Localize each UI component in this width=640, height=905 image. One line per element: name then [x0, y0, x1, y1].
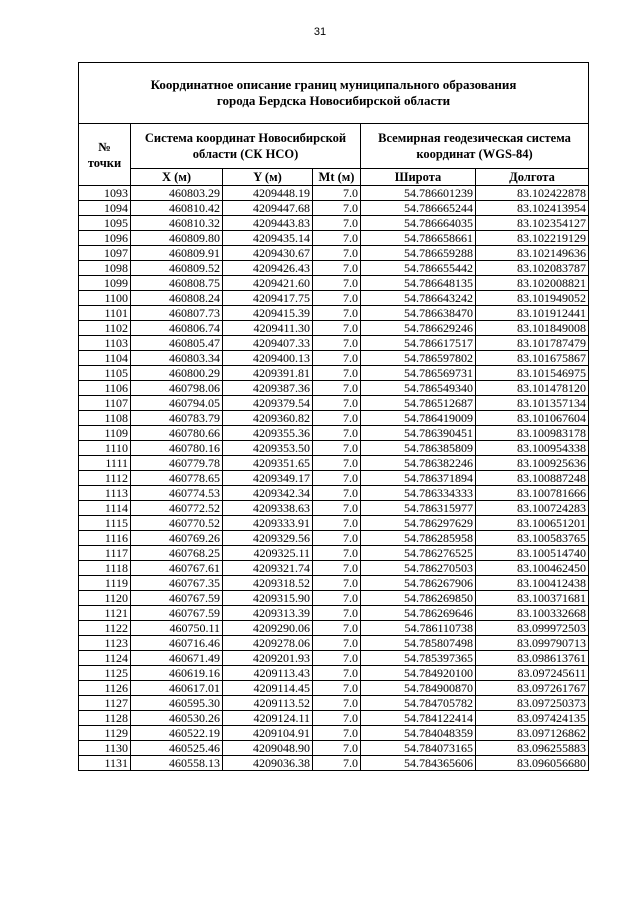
cell-latitude: 54.785807498 — [361, 636, 476, 651]
cell-x: 460803.34 — [131, 351, 223, 366]
cell-y: 4209338.63 — [223, 501, 313, 516]
cell-y: 4209355.36 — [223, 426, 313, 441]
cell-mt: 7.0 — [313, 276, 361, 291]
cell-mt: 7.0 — [313, 291, 361, 306]
column-header-latitude: Широта — [361, 169, 476, 186]
table-row — [79, 351, 589, 366]
cell-point-number: 1111 — [79, 456, 131, 471]
cell-latitude: 54.784122414 — [361, 711, 476, 726]
cell-mt: 7.0 — [313, 666, 361, 681]
cell-longitude: 83.100371681 — [476, 591, 589, 606]
cell-latitude: 54.786601239 — [361, 186, 476, 201]
cell-point-number: 1125 — [79, 666, 131, 681]
cell-point-number: 1110 — [79, 441, 131, 456]
cell-point-number: 1107 — [79, 396, 131, 411]
cell-longitude: 83.102422878 — [476, 186, 589, 201]
cell-latitude: 54.786664035 — [361, 216, 476, 231]
cell-mt: 7.0 — [313, 411, 361, 426]
cell-y: 4209048.90 — [223, 741, 313, 756]
cell-y: 4209315.90 — [223, 591, 313, 606]
cell-y: 4209415.39 — [223, 306, 313, 321]
table-row — [79, 726, 589, 741]
cell-mt: 7.0 — [313, 501, 361, 516]
cell-x: 460809.91 — [131, 246, 223, 261]
table-row — [79, 366, 589, 381]
cell-x: 460770.52 — [131, 516, 223, 531]
cell-y: 4209113.43 — [223, 666, 313, 681]
cell-point-number: 1096 — [79, 231, 131, 246]
cell-y: 4209407.33 — [223, 336, 313, 351]
cell-mt: 7.0 — [313, 606, 361, 621]
cell-longitude: 83.101787479 — [476, 336, 589, 351]
cell-latitude: 54.786549340 — [361, 381, 476, 396]
cell-mt: 7.0 — [313, 561, 361, 576]
cell-point-number: 1131 — [79, 756, 131, 771]
cell-point-number: 1129 — [79, 726, 131, 741]
table-row — [79, 381, 589, 396]
table-row — [79, 426, 589, 441]
cell-longitude: 83.101949052 — [476, 291, 589, 306]
cell-x: 460767.59 — [131, 591, 223, 606]
cell-longitude: 83.096255883 — [476, 741, 589, 756]
cell-point-number: 1118 — [79, 561, 131, 576]
table-row — [79, 321, 589, 336]
cell-longitude: 83.096056680 — [476, 756, 589, 771]
cell-y: 4209435.14 — [223, 231, 313, 246]
cell-point-number: 1130 — [79, 741, 131, 756]
cell-x: 460809.52 — [131, 261, 223, 276]
table-row — [79, 456, 589, 471]
cell-mt: 7.0 — [313, 261, 361, 276]
cell-latitude: 54.784900870 — [361, 681, 476, 696]
cell-longitude: 83.097245611 — [476, 666, 589, 681]
cell-longitude: 83.101478120 — [476, 381, 589, 396]
cell-point-number: 1128 — [79, 711, 131, 726]
cell-point-number: 1112 — [79, 471, 131, 486]
cell-mt: 7.0 — [313, 726, 361, 741]
cell-point-number: 1108 — [79, 411, 131, 426]
cell-point-number: 1105 — [79, 366, 131, 381]
cell-point-number: 1106 — [79, 381, 131, 396]
cell-latitude: 54.784920100 — [361, 666, 476, 681]
cell-point-number: 1120 — [79, 591, 131, 606]
cell-longitude: 83.102083787 — [476, 261, 589, 276]
cell-longitude: 83.102008821 — [476, 276, 589, 291]
cell-mt: 7.0 — [313, 186, 361, 201]
cell-point-number: 1094 — [79, 201, 131, 216]
cell-x: 460805.47 — [131, 336, 223, 351]
cell-point-number: 1104 — [79, 351, 131, 366]
cell-mt: 7.0 — [313, 351, 361, 366]
cell-latitude: 54.786638470 — [361, 306, 476, 321]
cell-point-number: 1095 — [79, 216, 131, 231]
cell-x: 460780.66 — [131, 426, 223, 441]
cell-y: 4209447.68 — [223, 201, 313, 216]
table-row — [79, 396, 589, 411]
table-row — [79, 741, 589, 756]
cell-point-number: 1097 — [79, 246, 131, 261]
table-row — [79, 276, 589, 291]
page-number: 31 — [313, 26, 327, 38]
table-row — [79, 501, 589, 516]
cell-point-number: 1114 — [79, 501, 131, 516]
cell-y: 4209411.30 — [223, 321, 313, 336]
table-row — [79, 306, 589, 321]
cell-y: 4209426.43 — [223, 261, 313, 276]
cell-mt: 7.0 — [313, 546, 361, 561]
cell-longitude: 83.102149636 — [476, 246, 589, 261]
cell-x: 460595.30 — [131, 696, 223, 711]
cell-mt: 7.0 — [313, 366, 361, 381]
cell-mt: 7.0 — [313, 441, 361, 456]
cell-x: 460750.11 — [131, 621, 223, 636]
table-row — [79, 606, 589, 621]
cell-y: 4209443.83 — [223, 216, 313, 231]
cell-latitude: 54.786419009 — [361, 411, 476, 426]
cell-x: 460619.16 — [131, 666, 223, 681]
table-row — [79, 756, 589, 771]
cell-x: 460806.74 — [131, 321, 223, 336]
cell-latitude: 54.784048359 — [361, 726, 476, 741]
cell-latitude: 54.786659288 — [361, 246, 476, 261]
cell-mt: 7.0 — [313, 741, 361, 756]
table-row — [79, 201, 589, 216]
cell-mt: 7.0 — [313, 456, 361, 471]
cell-y: 4209313.39 — [223, 606, 313, 621]
cell-latitude: 54.784705782 — [361, 696, 476, 711]
group-header-wgs: Всемирная геодезическая система координат (WGS-84) — [361, 124, 589, 169]
cell-longitude: 83.101912441 — [476, 306, 589, 321]
cell-latitude: 54.786285958 — [361, 531, 476, 546]
cell-mt: 7.0 — [313, 651, 361, 666]
cell-longitude: 83.099790713 — [476, 636, 589, 651]
cell-longitude: 83.102219129 — [476, 231, 589, 246]
cell-x: 460716.46 — [131, 636, 223, 651]
cell-y: 4209333.91 — [223, 516, 313, 531]
cell-longitude: 83.097250373 — [476, 696, 589, 711]
column-header-longitude: Долгота — [476, 169, 589, 186]
cell-latitude: 54.786297629 — [361, 516, 476, 531]
table-row — [79, 621, 589, 636]
cell-latitude: 54.786276525 — [361, 546, 476, 561]
cell-y: 4209325.11 — [223, 546, 313, 561]
cell-x: 460794.05 — [131, 396, 223, 411]
cell-x: 460810.42 — [131, 201, 223, 216]
cell-mt: 7.0 — [313, 696, 361, 711]
cell-latitude: 54.786371894 — [361, 471, 476, 486]
cell-x: 460525.46 — [131, 741, 223, 756]
cell-y: 4209353.50 — [223, 441, 313, 456]
cell-longitude: 83.100925636 — [476, 456, 589, 471]
cell-x: 460779.78 — [131, 456, 223, 471]
cell-x: 460807.73 — [131, 306, 223, 321]
cell-y: 4209278.06 — [223, 636, 313, 651]
cell-y: 4209387.36 — [223, 381, 313, 396]
table-row — [79, 516, 589, 531]
cell-y: 4209360.82 — [223, 411, 313, 426]
cell-x: 460778.65 — [131, 471, 223, 486]
cell-longitude: 83.101849008 — [476, 321, 589, 336]
cell-latitude: 54.786665244 — [361, 201, 476, 216]
table-row — [79, 261, 589, 276]
cell-latitude: 54.786267906 — [361, 576, 476, 591]
cell-longitude: 83.100583765 — [476, 531, 589, 546]
cell-x: 460558.13 — [131, 756, 223, 771]
cell-y: 4209400.13 — [223, 351, 313, 366]
cell-latitude: 54.786270503 — [361, 561, 476, 576]
table-row — [79, 246, 589, 261]
cell-y: 4209329.56 — [223, 531, 313, 546]
cell-point-number: 1102 — [79, 321, 131, 336]
table-row — [79, 651, 589, 666]
table-title — [79, 63, 589, 124]
cell-point-number: 1119 — [79, 576, 131, 591]
cell-mt: 7.0 — [313, 396, 361, 411]
cell-x: 460809.80 — [131, 231, 223, 246]
cell-x: 460769.26 — [131, 531, 223, 546]
cell-longitude: 83.101067604 — [476, 411, 589, 426]
cell-longitude: 83.100651201 — [476, 516, 589, 531]
cell-y: 4209417.75 — [223, 291, 313, 306]
cell-point-number: 1123 — [79, 636, 131, 651]
table-title-line-1: Координатное описание границ муниципального образования — [150, 77, 517, 92]
cell-point-number: 1121 — [79, 606, 131, 621]
cell-x: 460772.52 — [131, 501, 223, 516]
cell-latitude: 54.786617517 — [361, 336, 476, 351]
column-header-y: Y (м) — [223, 169, 313, 186]
table-row — [79, 411, 589, 426]
table-row — [79, 591, 589, 606]
cell-latitude: 54.786629246 — [361, 321, 476, 336]
cell-longitude: 83.100514740 — [476, 546, 589, 561]
cell-x: 460767.35 — [131, 576, 223, 591]
table-row — [79, 696, 589, 711]
cell-y: 4209321.74 — [223, 561, 313, 576]
cell-longitude: 83.097126862 — [476, 726, 589, 741]
cell-point-number: 1093 — [79, 186, 131, 201]
cell-point-number: 1124 — [79, 651, 131, 666]
cell-point-number: 1117 — [79, 546, 131, 561]
cell-longitude: 83.102413954 — [476, 201, 589, 216]
column-header-x: X (м) — [131, 169, 223, 186]
cell-latitude: 54.785397365 — [361, 651, 476, 666]
cell-y: 4209379.54 — [223, 396, 313, 411]
cell-longitude: 83.097261767 — [476, 681, 589, 696]
cell-x: 460798.06 — [131, 381, 223, 396]
cell-latitude: 54.786385809 — [361, 441, 476, 456]
cell-y: 4209318.52 — [223, 576, 313, 591]
cell-mt: 7.0 — [313, 621, 361, 636]
cell-mt: 7.0 — [313, 486, 361, 501]
cell-x: 460767.59 — [131, 606, 223, 621]
cell-y: 4209430.67 — [223, 246, 313, 261]
cell-latitude: 54.786569731 — [361, 366, 476, 381]
cell-y: 4209114.45 — [223, 681, 313, 696]
cell-point-number: 1103 — [79, 336, 131, 351]
cell-longitude: 83.100724283 — [476, 501, 589, 516]
cell-y: 4209448.19 — [223, 186, 313, 201]
table-row — [79, 666, 589, 681]
cell-x: 460808.75 — [131, 276, 223, 291]
cell-latitude: 54.786597802 — [361, 351, 476, 366]
cell-point-number: 1116 — [79, 531, 131, 546]
column-header-mt: Mt (м) — [313, 169, 361, 186]
cell-y: 4209342.34 — [223, 486, 313, 501]
cell-latitude: 54.786658661 — [361, 231, 476, 246]
cell-x: 460774.53 — [131, 486, 223, 501]
cell-latitude: 54.786382246 — [361, 456, 476, 471]
cell-mt: 7.0 — [313, 636, 361, 651]
cell-mt: 7.0 — [313, 681, 361, 696]
table-row — [79, 231, 589, 246]
table-row — [79, 471, 589, 486]
cell-point-number: 1101 — [79, 306, 131, 321]
cell-latitude: 54.786269646 — [361, 606, 476, 621]
cell-point-number: 1127 — [79, 696, 131, 711]
cell-point-number: 1113 — [79, 486, 131, 501]
cell-latitude: 54.786334333 — [361, 486, 476, 501]
cell-mt: 7.0 — [313, 756, 361, 771]
cell-mt: 7.0 — [313, 576, 361, 591]
cell-longitude: 83.100781666 — [476, 486, 589, 501]
cell-mt: 7.0 — [313, 381, 361, 396]
cell-longitude: 83.098613761 — [476, 651, 589, 666]
cell-mt: 7.0 — [313, 336, 361, 351]
cell-longitude: 83.099972503 — [476, 621, 589, 636]
table-row — [79, 576, 589, 591]
cell-mt: 7.0 — [313, 216, 361, 231]
cell-point-number: 1115 — [79, 516, 131, 531]
cell-point-number: 1098 — [79, 261, 131, 276]
cell-point-number: 1122 — [79, 621, 131, 636]
cell-y: 4209391.81 — [223, 366, 313, 381]
cell-y: 4209036.38 — [223, 756, 313, 771]
cell-mt: 7.0 — [313, 321, 361, 336]
cell-x: 460671.49 — [131, 651, 223, 666]
cell-latitude: 54.786390451 — [361, 426, 476, 441]
cell-latitude: 54.786269850 — [361, 591, 476, 606]
cell-x: 460803.29 — [131, 186, 223, 201]
cell-x: 460522.19 — [131, 726, 223, 741]
cell-longitude: 83.100462450 — [476, 561, 589, 576]
table-row — [79, 531, 589, 546]
cell-y: 4209201.93 — [223, 651, 313, 666]
table-row — [79, 441, 589, 456]
cell-x: 460780.16 — [131, 441, 223, 456]
table-row — [79, 336, 589, 351]
cell-point-number: 1100 — [79, 291, 131, 306]
column-header-point: № точки — [79, 124, 131, 186]
cell-latitude: 54.784073165 — [361, 741, 476, 756]
cell-mt: 7.0 — [313, 231, 361, 246]
cell-latitude: 54.786655442 — [361, 261, 476, 276]
cell-y: 4209290.06 — [223, 621, 313, 636]
table-title-line-2: города Бердска Новосибирской области — [216, 93, 451, 108]
table-row — [79, 681, 589, 696]
coordinates-table — [78, 62, 589, 771]
cell-x: 460768.25 — [131, 546, 223, 561]
group-header-nso: Система координат Новосибирской области (СК НСО) — [131, 124, 361, 169]
cell-x: 460783.79 — [131, 411, 223, 426]
cell-y: 4209351.65 — [223, 456, 313, 471]
table-row — [79, 186, 589, 201]
cell-x: 460617.01 — [131, 681, 223, 696]
table-row — [79, 216, 589, 231]
cell-longitude: 83.100332668 — [476, 606, 589, 621]
cell-latitude: 54.786648135 — [361, 276, 476, 291]
cell-longitude: 83.101675867 — [476, 351, 589, 366]
cell-longitude: 83.100954338 — [476, 441, 589, 456]
cell-point-number: 1126 — [79, 681, 131, 696]
cell-longitude: 83.100887248 — [476, 471, 589, 486]
cell-longitude: 83.100412438 — [476, 576, 589, 591]
cell-longitude: 83.100983178 — [476, 426, 589, 441]
cell-point-number: 1099 — [79, 276, 131, 291]
cell-longitude: 83.101357134 — [476, 396, 589, 411]
cell-latitude: 54.786512687 — [361, 396, 476, 411]
cell-mt: 7.0 — [313, 531, 361, 546]
cell-x: 460767.61 — [131, 561, 223, 576]
table-row — [79, 636, 589, 651]
cell-latitude: 54.784365606 — [361, 756, 476, 771]
cell-y: 4209349.17 — [223, 471, 313, 486]
cell-mt: 7.0 — [313, 306, 361, 321]
cell-longitude: 83.102354127 — [476, 216, 589, 231]
cell-latitude: 54.786315977 — [361, 501, 476, 516]
cell-x: 460808.24 — [131, 291, 223, 306]
table-row — [79, 561, 589, 576]
cell-y: 4209113.52 — [223, 696, 313, 711]
table-body — [79, 186, 589, 771]
cell-latitude: 54.786643242 — [361, 291, 476, 306]
cell-mt: 7.0 — [313, 201, 361, 216]
table-row — [79, 291, 589, 306]
cell-y: 4209104.91 — [223, 726, 313, 741]
cell-mt: 7.0 — [313, 516, 361, 531]
table-row — [79, 486, 589, 501]
cell-mt: 7.0 — [313, 711, 361, 726]
cell-x: 460530.26 — [131, 711, 223, 726]
cell-x: 460810.32 — [131, 216, 223, 231]
cell-longitude: 83.097424135 — [476, 711, 589, 726]
cell-mt: 7.0 — [313, 591, 361, 606]
cell-longitude: 83.101546975 — [476, 366, 589, 381]
cell-x: 460800.29 — [131, 366, 223, 381]
cell-y: 4209421.60 — [223, 276, 313, 291]
cell-point-number: 1109 — [79, 426, 131, 441]
table-row — [79, 546, 589, 561]
cell-y: 4209124.11 — [223, 711, 313, 726]
cell-latitude: 54.786110738 — [361, 621, 476, 636]
table-row — [79, 711, 589, 726]
cell-mt: 7.0 — [313, 426, 361, 441]
cell-mt: 7.0 — [313, 471, 361, 486]
cell-mt: 7.0 — [313, 246, 361, 261]
